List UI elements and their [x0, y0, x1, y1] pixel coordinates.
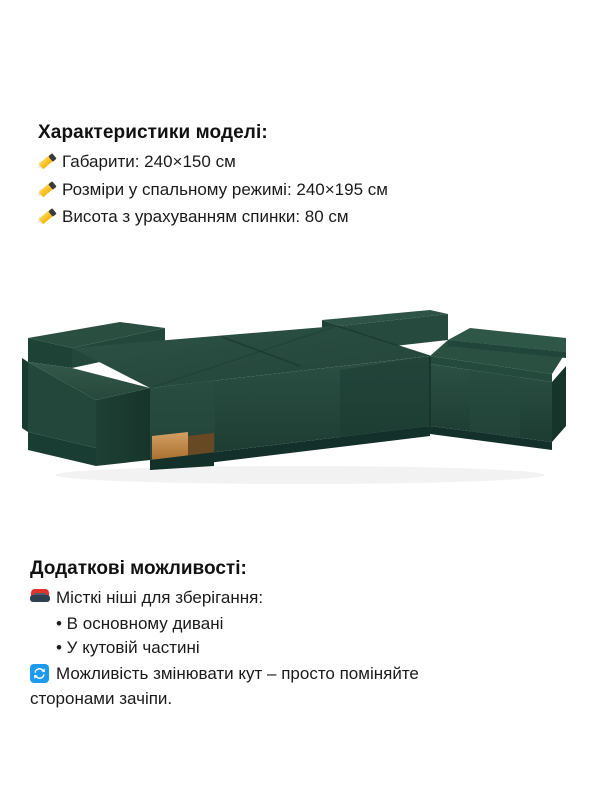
corner-swap-label-continued: сторонами зачіпи. [30, 689, 173, 709]
sofa-icon [30, 588, 56, 611]
spec-item [38, 178, 568, 204]
corner-sofa-bed-image [0, 270, 600, 520]
corner-swap-label: Можливість змінювати кут – просто поміняйте [56, 663, 419, 683]
storage-feature [30, 586, 575, 611]
spec-item [38, 205, 568, 231]
extra-features-section [30, 558, 575, 709]
spec-item-label: Габарити: 240×150 см [62, 152, 236, 171]
spec-item-label: Висота з урахуванням спинки: 80 см [62, 207, 349, 226]
storage-bullet: • У кутовій частині [56, 638, 200, 658]
spec-item [38, 150, 568, 176]
corner-swap-feature [30, 662, 575, 688]
pencil-icon [38, 151, 62, 177]
specifications-section [38, 122, 568, 233]
extra-features-title: Додаткові можливості: [30, 558, 247, 579]
pencil-icon [38, 179, 62, 205]
spec-item-label: Розміри у спальному режимі: 240×195 см [62, 179, 388, 199]
pencil-icon [38, 206, 62, 232]
swap-icon [30, 664, 56, 690]
specifications-title: Характеристики моделі: [38, 122, 268, 143]
storage-feature-label: Місткі ніші для зберігання: [56, 588, 264, 607]
storage-bullet: • В основному дивані [56, 613, 224, 633]
